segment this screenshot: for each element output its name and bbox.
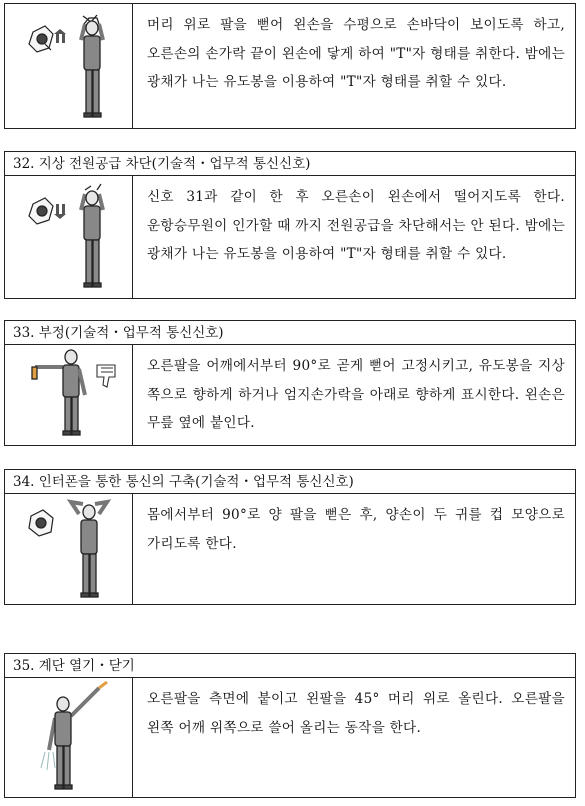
t-shape-power-on-figure-icon	[5, 4, 133, 128]
signal-description: 오른팔을 어깨에서부터 90°로 곧게 뻗어 고정시키고, 유도봉을 지상 쪽으로 향하게 하거나 엄지손가락을 아래로 향하게 표시한다. 왼손은 무릎 옆에 붙인다.	[147, 358, 565, 431]
signal-box-35	[4, 653, 576, 798]
negative-thumb-down-figure-icon	[5, 345, 133, 445]
signal-description: 머리 위로 팔을 뻗어 왼손을 수평으로 손바닥이 보이도록 하고, 오른손의 손가락 끝이 왼손에 닿게 하여 "T"자 형태를 취한다. 밤에는 광채가 나는 유도봉을 이용하여 "T"자 형태를 취할 수 있다.	[147, 17, 565, 90]
signal-description: 신호 31과 같이 한 후 오른손이 왼손에서 떨어지도록 한다. 운항승무원이 인가할 때 까지 전원공급을 차단해서는 안 된다. 밤에는 광채가 나는 유도봉을 이용하여 "T"자 형태를 취할 수 있다.	[147, 189, 565, 262]
signal-box-31	[4, 3, 576, 129]
signal-title: 35. 계단 열기・닫기	[5, 654, 575, 678]
interphone-hands-on-ears-figure-icon	[5, 494, 133, 604]
stairs-open-close-figure-icon	[5, 678, 133, 797]
t-shape-power-off-figure-icon	[5, 176, 133, 298]
signal-box-32	[4, 151, 576, 299]
signal-description: 몸에서부터 90°로 양 팔을 뻗은 후, 양손이 두 귀를 컵 모양으로 가리도록 한다.	[147, 507, 565, 552]
signal-title: 34. 인터폰을 통한 통신의 구축(기술적・업무적 통신신호)	[5, 470, 575, 494]
signal-box-33	[4, 320, 576, 446]
signal-title: 33. 부정(기술적・업무적 통신신호)	[5, 321, 575, 345]
signal-box-34	[4, 469, 576, 605]
signal-title: 32. 지상 전원공급 차단(기술적・업무적 통신신호)	[5, 152, 575, 176]
signal-description: 오른팔을 측면에 붙이고 왼팔을 45° 머리 위로 올린다. 오른팔을 왼쪽 어깨 위쪽으로 쓸어 올리는 동작을 한다.	[147, 691, 565, 736]
